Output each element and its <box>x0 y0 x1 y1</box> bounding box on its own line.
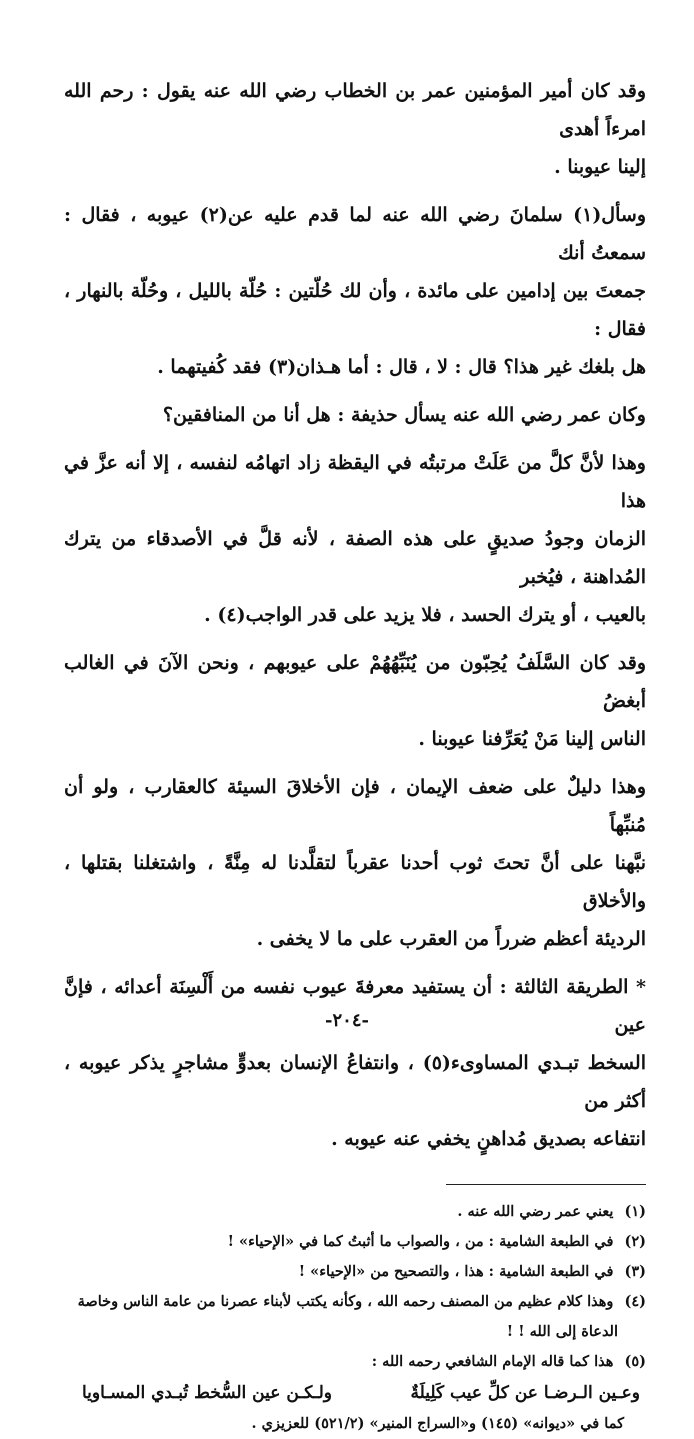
footnotes <box>64 1197 646 1439</box>
text-line: نبَّهنا على أنَّ تحتَ ثوب أحدنا عقرباً لتقلَّدنا له مِنَّةً ، واشتغلنا بقتلها ، والأخلاق <box>64 852 646 912</box>
page-number: -٢٠٤- <box>325 1010 369 1031</box>
main-text <box>64 72 646 1158</box>
text-line: جمعتَ بين إدامين على مائدة ، وأن لك حُلّتين : حُلّة بالليل ، وحُلّة بالنهار ، فقال : <box>64 280 646 340</box>
footnote <box>64 1257 646 1287</box>
text-line: وهذا دليلٌ على ضعف الإيمان ، فإن الأخلاقَ السيئة كالعقارب ، ولو أن مُنبِّهاً <box>64 776 646 836</box>
footnote-number: (٤) <box>624 1293 646 1310</box>
paragraph <box>64 396 646 434</box>
poem-hemistich-right: وعـين الـرضـا عن كلِّ عيب كَلِيلَةٌ <box>410 1383 640 1403</box>
poem-source <box>64 1409 646 1439</box>
text-line: بالعيب ، أو يترك الحسد ، فلا يزيد على قدر الواجب(٤) . <box>204 604 646 626</box>
text-line: وهذا لأنَّ كلَّ من عَلَتْ مرتبتُه في اليقظة زاد اتهامُه لنفسه ، إلا أنه عزَّ في هذا <box>64 452 646 512</box>
footnote-divider <box>446 1184 646 1185</box>
footnote <box>64 1287 646 1347</box>
text-line: وكان عمر رضي الله عنه يسأل حذيفة : هل أنا من المنافقين؟ <box>162 404 646 426</box>
text-line: الرديئة أعظم ضرراً من العقرب على ما لا يخفى . <box>256 928 646 950</box>
footnote-text: وهذا كلام عظيم من المصنف رحمه الله ، وكأنه يكتب لأبناء عصرنا من عامة الناس وخاصة <box>77 1293 614 1310</box>
text-line: السخط تبـدي المساوىء(٥) ، وانتفاعُ الإنسان بعدوٍّ مشاجرٍ يذكر عيوبه ، أكثر من <box>64 1052 646 1112</box>
text-line: انتفاعه بصديق مُداهنٍ يخفي عنه عيوبه . <box>331 1128 646 1150</box>
paragraph <box>64 644 646 758</box>
poem-verse <box>64 1377 646 1409</box>
paragraph <box>64 72 646 186</box>
text-line: الزمان وجودُ صديقٍ على هذه الصفة ، لأنه قلَّ في الأصدقاء من يترك المُداهنة ، فيُخبر <box>64 528 646 588</box>
paragraph <box>64 968 646 1158</box>
poem-source-text: كما في «ديوانه» (١٤٥) و«السراج المنير» (٥٢١/٢) للعزيزي . <box>251 1415 624 1432</box>
footnote-number: (٣) <box>624 1263 646 1280</box>
text-line: إلينا عيوبنا . <box>554 156 646 178</box>
text-line: وسأل(١) سلمانَ رضي الله عنه لما قدم عليه عن(٢) عيوبه ، فقال : سمعتُ أنك <box>64 204 646 264</box>
paragraph <box>64 768 646 958</box>
footnote <box>64 1197 646 1227</box>
footnote-text: في الطبعة الشامية : من ، والصواب ما أثبتُ كما في «الإحياء» ! <box>227 1233 614 1250</box>
text-line: وقد كان السَّلَفُ يُحِبّون من يُنَبِّهُهُمْ على عيوبهم ، ونحن الآنَ في الغالب أبغضُ <box>64 652 646 712</box>
text-line: وقد كان أمير المؤمنين عمر بن الخطاب رضي الله عنه يقول : رحم الله امرءاً أهدى <box>64 80 646 140</box>
paragraph <box>64 444 646 634</box>
footnote-text: هذا كما قاله الإمام الشافعي رحمه الله : <box>371 1353 614 1370</box>
footnote <box>64 1227 646 1257</box>
footnote-number: (٥) <box>624 1353 646 1370</box>
footnote <box>64 1347 646 1377</box>
footnote-text: يعني عمر رضي الله عنه . <box>457 1203 614 1220</box>
text-line: * الطريقة الثالثة : أن يستفيد معرفةَ عيوب نفسه من أَلْسِنَة أعدائه ، فإنَّ عين <box>64 976 646 1036</box>
footnote-text: في الطبعة الشامية : هذا ، والتصحيح من «الإحياء» ! <box>298 1263 614 1280</box>
paragraph <box>64 196 646 386</box>
footnote-number: (١) <box>624 1203 646 1220</box>
footnote-number: (٢) <box>624 1233 646 1250</box>
text-line: الناس إلينا مَنْ يُعَرِّفنا عيوبنا . <box>418 728 646 750</box>
poem-hemistich-left: ولـكـن عين السُّخط تُبـدي المسـاويا <box>82 1383 332 1403</box>
text-line: هل بلغك غير هذا؟ قال : لا ، قال : أما هـذان(٣) فقد كُفيتهما . <box>157 356 646 378</box>
footnote-continuation: الدعاة إلى الله ! ! <box>506 1323 618 1340</box>
